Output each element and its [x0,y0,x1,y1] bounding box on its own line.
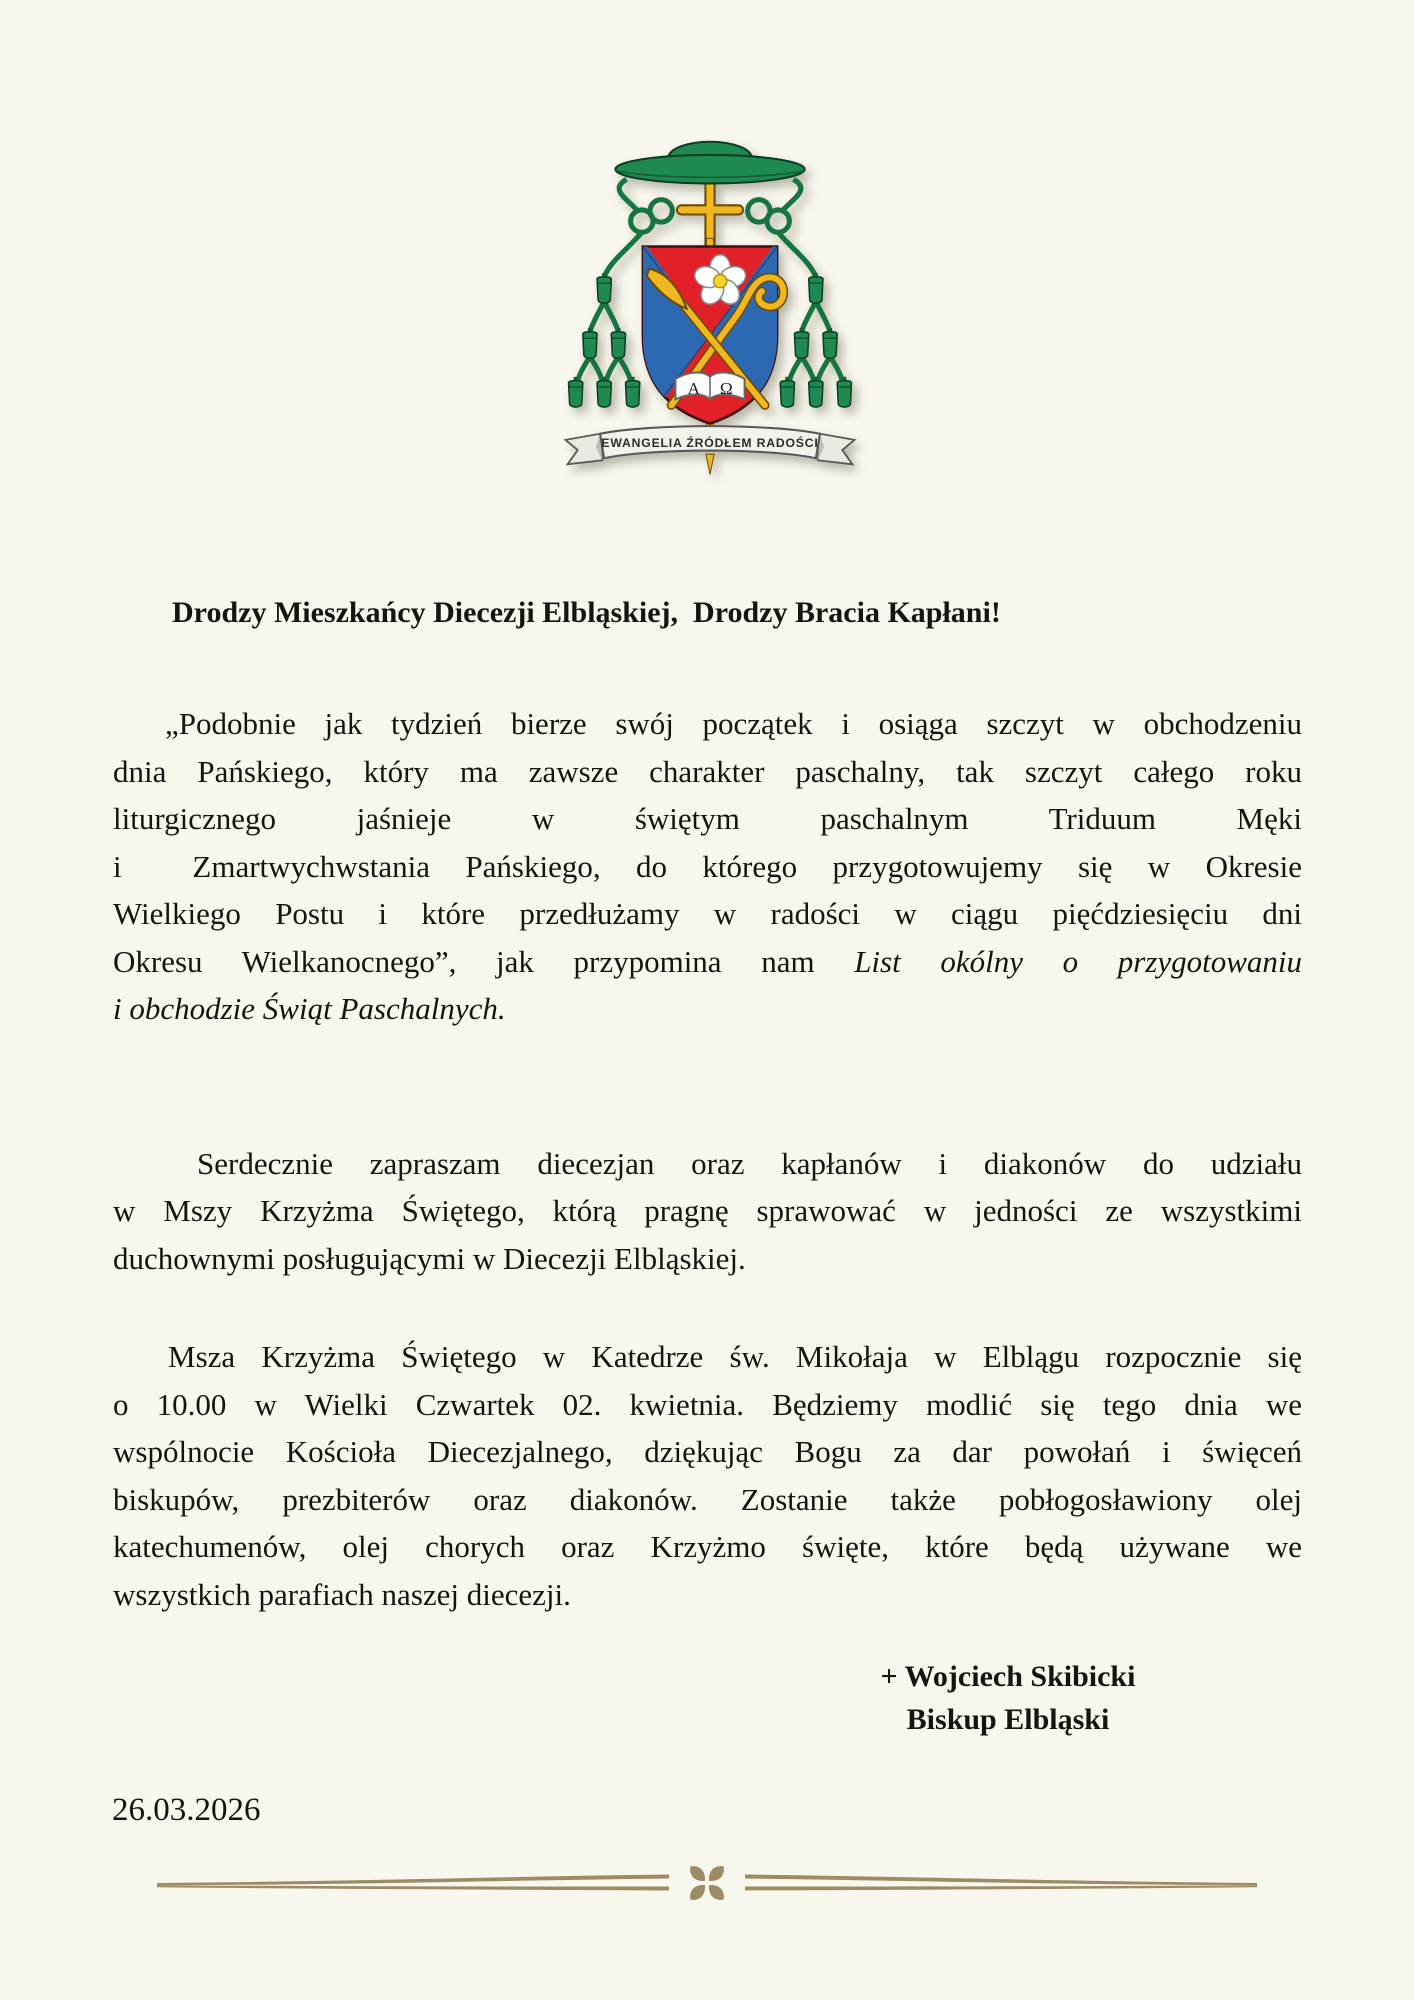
salutation: Drodzy Mieszkańcy Diecezji Elbląskiej, Drodzy Bracia Kapłani! [172,596,1001,629]
text-segment: i Zmartwychwstania Pańskiego, do którego przygotowujemy się w Okresie [113,848,1302,884]
text-segment: „Podobnie jak tydzień bierze swój początek i osiąga szczyt w obchodzeniu [165,706,1302,741]
paragraph-line [113,795,1302,843]
paragraph-line [113,985,1302,1033]
bottom-divider [157,1862,1257,1918]
divider-line-left [157,1875,669,1891]
signature-name: + Wojciech Skibicki [880,1660,1136,1693]
text-segment: Serdecznie zapraszam diecezjan oraz kapłanów i diakonów do udziału [197,1145,1302,1181]
text-segment: katechumenów, olej chorych oraz Krzyżmo święte, które będą używane we [113,1529,1302,1564]
text-segment: w Mszy Krzyżma Świętego, którą pragnę sprawować w jedności ze wszystkimi [113,1193,1302,1228]
text-segment: Wielkiego Postu i które przedłużamy w radości w ciągu pięćdziesięciu dni [113,896,1302,931]
paragraph-line [113,938,1302,986]
motto-text: EWANGELIA ŹRÓDŁEM RADOŚCI [601,436,819,451]
text-segment: Msza Krzyżma Świętego w Katedrze św. Mikołaja w Elblągu rozpocznie się [168,1339,1302,1374]
open-book-icon [675,372,744,399]
omega-letter: Ω [719,379,733,399]
paragraph-line [113,1333,1302,1381]
divider-line-right [745,1875,1257,1891]
letter-date: 26.03.2026 [112,1792,261,1828]
coat-of-arms-graphic [537,126,883,478]
paragraph-line [113,1140,1302,1188]
signature-block [808,1655,1208,1741]
paragraph-line [113,748,1302,796]
coat-of-arms [537,126,883,478]
paragraph-line [113,1428,1302,1476]
text-segment: wspólnocie Kościoła Diecezjalnego, dziękując Bogu za dar powołań i święceń [113,1434,1302,1469]
paragraph-line [113,1381,1302,1429]
signature-title: Biskup Elbląski [906,1703,1110,1736]
text-segment: duchownymi posługującymi w Diecezji Elbląskiej. [113,1240,746,1276]
galero-tassels-left [569,273,640,407]
paragraph [113,700,1302,1033]
quatrefoil-ornament-icon [686,1862,727,1903]
paragraph-line [113,700,1302,748]
paragraph-line [113,1523,1302,1571]
paragraph-line [113,1187,1302,1235]
text-segment: dnia Pańskiego, który ma zawsze charakter paschalny, tak szczyt całego roku [113,753,1302,789]
text-segment: o 10.00 w Wielki Czwartek 02. kwietnia. Będziemy modlić się tego dnia we [113,1386,1302,1422]
paragraph-line [113,1571,1302,1619]
paragraph-line [113,890,1302,938]
text-segment: liturgicznego jaśnieje w świętym paschalnym Triduum Męki [113,801,1302,836]
text-segment: biskupów, prezbiterów oraz diakonów. Zostanie także pobłogosławiony olej [113,1481,1302,1517]
text-segment: wszystkich parafiach naszej diecezji. [113,1576,571,1612]
paragraph-line [113,1235,1302,1283]
episcopal-shield [643,240,784,429]
text-segment: Okresu Wielkanocnego”, jak przypomina nam [113,943,855,979]
divider-graphic [157,1862,1257,1918]
letter-body [113,700,1302,1618]
galero-tassels-right [780,273,851,407]
paragraph-line [113,1476,1302,1524]
galero-hat-icon [615,142,804,184]
paragraph [113,1140,1302,1283]
motto-banner [565,426,854,474]
text-segment: List okólny o przygotowaniu [854,943,1303,979]
paragraph-line [113,843,1302,891]
text-segment: i obchodzie Świąt Paschalnych. [113,991,506,1026]
paragraph [113,1333,1302,1618]
alpha-letter: Α [687,379,700,399]
